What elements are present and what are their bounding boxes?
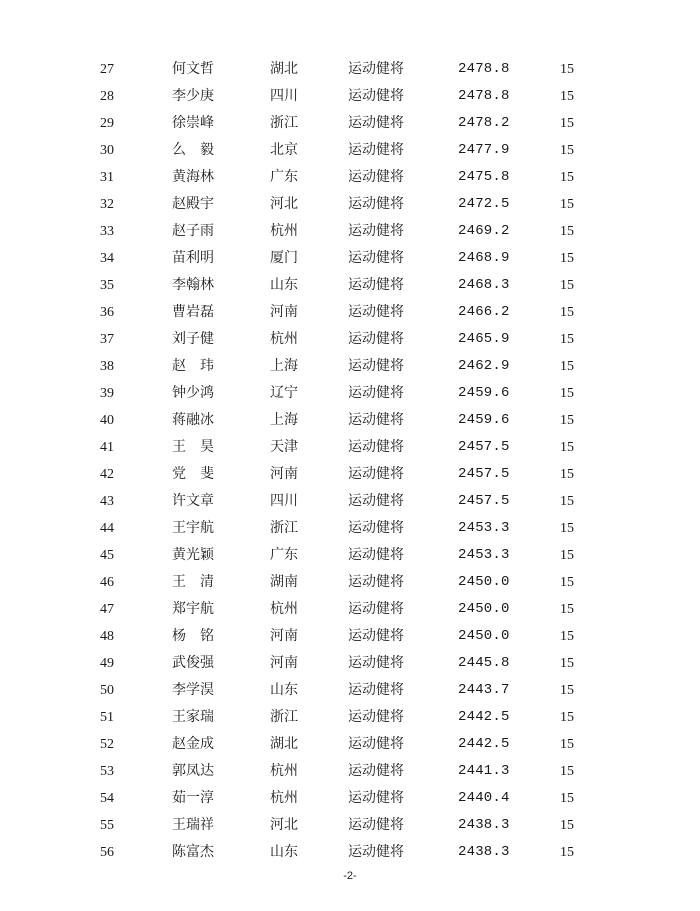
title-cell: 运动健将 xyxy=(348,655,404,671)
count-cell: 15 xyxy=(560,764,574,779)
score-cell: 2438.3 xyxy=(458,844,510,860)
score-cell: 2442.5 xyxy=(458,736,510,752)
score-cell: 2450.0 xyxy=(458,601,510,617)
count-cell: 15 xyxy=(560,413,574,428)
region-cell: 上海 xyxy=(270,358,298,374)
title-cell: 运动健将 xyxy=(348,169,404,185)
region-cell: 北京 xyxy=(270,142,298,158)
table-row xyxy=(100,785,600,812)
name-cell: 郑宇航 xyxy=(172,601,214,617)
rank-cell: 46 xyxy=(100,575,114,590)
name-cell: 钟少鸿 xyxy=(172,385,214,401)
title-cell: 运动健将 xyxy=(348,250,404,266)
region-cell: 四川 xyxy=(270,88,298,104)
title-cell: 运动健将 xyxy=(348,574,404,590)
rank-cell: 47 xyxy=(100,602,114,617)
name-cell: 许文章 xyxy=(172,493,214,509)
score-cell: 2457.5 xyxy=(458,493,510,509)
table-row xyxy=(100,488,600,515)
region-cell: 湖南 xyxy=(270,574,298,590)
title-cell: 运动健将 xyxy=(348,304,404,320)
region-cell: 辽宁 xyxy=(270,385,298,401)
rank-cell: 34 xyxy=(100,251,114,266)
score-cell: 2443.7 xyxy=(458,682,510,698)
table-row xyxy=(100,731,600,758)
count-cell: 15 xyxy=(560,845,574,860)
count-cell: 15 xyxy=(560,89,574,104)
title-cell: 运动健将 xyxy=(348,547,404,563)
title-cell: 运动健将 xyxy=(348,115,404,131)
score-cell: 2450.0 xyxy=(458,628,510,644)
title-cell: 运动健将 xyxy=(348,277,404,293)
count-cell: 15 xyxy=(560,143,574,158)
title-cell: 运动健将 xyxy=(348,601,404,617)
ranking-table-body xyxy=(100,56,600,866)
title-cell: 运动健将 xyxy=(348,466,404,482)
table-row xyxy=(100,839,600,866)
name-cell: 苗利明 xyxy=(172,250,214,266)
score-cell: 2472.5 xyxy=(458,196,510,212)
name-cell: 王 清 xyxy=(172,574,214,590)
count-cell: 15 xyxy=(560,602,574,617)
rank-cell: 54 xyxy=(100,791,114,806)
name-cell: 王瑞祥 xyxy=(172,817,214,833)
score-cell: 2459.6 xyxy=(458,385,510,401)
table-row xyxy=(100,164,600,191)
region-cell: 杭州 xyxy=(270,763,298,779)
region-cell: 山东 xyxy=(270,682,298,698)
count-cell: 15 xyxy=(560,62,574,77)
name-cell: 么 毅 xyxy=(172,142,214,158)
count-cell: 15 xyxy=(560,359,574,374)
name-cell: 蒋融冰 xyxy=(172,412,214,428)
rank-cell: 27 xyxy=(100,62,114,77)
rank-cell: 42 xyxy=(100,467,114,482)
name-cell: 曹岩磊 xyxy=(172,304,214,320)
rank-cell: 29 xyxy=(100,116,114,131)
table-row xyxy=(100,191,600,218)
name-cell: 王宇航 xyxy=(172,520,214,536)
name-cell: 杨 铭 xyxy=(172,628,214,644)
name-cell: 武俊强 xyxy=(172,655,214,671)
score-cell: 2453.3 xyxy=(458,547,510,563)
count-cell: 15 xyxy=(560,521,574,536)
name-cell: 赵 玮 xyxy=(172,358,214,374)
table-row xyxy=(100,110,600,137)
title-cell: 运动健将 xyxy=(348,358,404,374)
rank-cell: 40 xyxy=(100,413,114,428)
score-cell: 2478.8 xyxy=(458,88,510,104)
score-cell: 2478.2 xyxy=(458,115,510,131)
table-row xyxy=(100,56,600,83)
region-cell: 浙江 xyxy=(270,520,298,536)
table-row xyxy=(100,569,600,596)
title-cell: 运动健将 xyxy=(348,412,404,428)
title-cell: 运动健将 xyxy=(348,61,404,77)
score-cell: 2453.3 xyxy=(458,520,510,536)
table-row xyxy=(100,218,600,245)
count-cell: 15 xyxy=(560,386,574,401)
score-cell: 2475.8 xyxy=(458,169,510,185)
count-cell: 15 xyxy=(560,251,574,266)
rank-cell: 32 xyxy=(100,197,114,212)
count-cell: 15 xyxy=(560,440,574,455)
rank-cell: 36 xyxy=(100,305,114,320)
rank-cell: 56 xyxy=(100,845,114,860)
table-row xyxy=(100,137,600,164)
count-cell: 15 xyxy=(560,629,574,644)
count-cell: 15 xyxy=(560,305,574,320)
region-cell: 浙江 xyxy=(270,709,298,725)
title-cell: 运动健将 xyxy=(348,439,404,455)
count-cell: 15 xyxy=(560,737,574,752)
name-cell: 党 斐 xyxy=(172,466,214,482)
region-cell: 天津 xyxy=(270,439,298,455)
count-cell: 15 xyxy=(560,467,574,482)
table-row xyxy=(100,650,600,677)
score-cell: 2468.9 xyxy=(458,250,510,266)
name-cell: 王家瑞 xyxy=(172,709,214,725)
rank-cell: 31 xyxy=(100,170,114,185)
score-cell: 2450.0 xyxy=(458,574,510,590)
title-cell: 运动健将 xyxy=(348,736,404,752)
region-cell: 湖北 xyxy=(270,736,298,752)
region-cell: 厦门 xyxy=(270,250,298,266)
score-cell: 2466.2 xyxy=(458,304,510,320)
table-row xyxy=(100,461,600,488)
region-cell: 河南 xyxy=(270,466,298,482)
rank-cell: 52 xyxy=(100,737,114,752)
score-cell: 2468.3 xyxy=(458,277,510,293)
count-cell: 15 xyxy=(560,548,574,563)
count-cell: 15 xyxy=(560,656,574,671)
count-cell: 15 xyxy=(560,197,574,212)
name-cell: 郭凤达 xyxy=(172,763,214,779)
title-cell: 运动健将 xyxy=(348,331,404,347)
score-cell: 2441.3 xyxy=(458,763,510,779)
count-cell: 15 xyxy=(560,116,574,131)
rank-cell: 55 xyxy=(100,818,114,833)
count-cell: 15 xyxy=(560,494,574,509)
title-cell: 运动健将 xyxy=(348,520,404,536)
region-cell: 山东 xyxy=(270,277,298,293)
count-cell: 15 xyxy=(560,278,574,293)
page-number: -2- xyxy=(343,870,357,882)
region-cell: 河南 xyxy=(270,304,298,320)
score-cell: 2438.3 xyxy=(458,817,510,833)
score-cell: 2459.6 xyxy=(458,412,510,428)
title-cell: 运动健将 xyxy=(348,817,404,833)
name-cell: 赵子雨 xyxy=(172,223,214,239)
table-row xyxy=(100,812,600,839)
rank-cell: 48 xyxy=(100,629,114,644)
count-cell: 15 xyxy=(560,332,574,347)
region-cell: 河北 xyxy=(270,196,298,212)
title-cell: 运动健将 xyxy=(348,385,404,401)
rank-cell: 44 xyxy=(100,521,114,536)
rank-cell: 39 xyxy=(100,386,114,401)
region-cell: 杭州 xyxy=(270,331,298,347)
score-cell: 2462.9 xyxy=(458,358,510,374)
rank-cell: 45 xyxy=(100,548,114,563)
name-cell: 徐崇峰 xyxy=(172,115,214,131)
title-cell: 运动健将 xyxy=(348,682,404,698)
region-cell: 四川 xyxy=(270,493,298,509)
score-cell: 2440.4 xyxy=(458,790,510,806)
title-cell: 运动健将 xyxy=(348,223,404,239)
region-cell: 河南 xyxy=(270,628,298,644)
region-cell: 广东 xyxy=(270,547,298,563)
rank-cell: 53 xyxy=(100,764,114,779)
region-cell: 山东 xyxy=(270,844,298,860)
table-row xyxy=(100,623,600,650)
score-cell: 2477.9 xyxy=(458,142,510,158)
name-cell: 赵殿宇 xyxy=(172,196,214,212)
region-cell: 广东 xyxy=(270,169,298,185)
rank-cell: 50 xyxy=(100,683,114,698)
table-row xyxy=(100,758,600,785)
region-cell: 浙江 xyxy=(270,115,298,131)
name-cell: 刘子健 xyxy=(172,331,214,347)
rank-cell: 28 xyxy=(100,89,114,104)
table-row xyxy=(100,704,600,731)
count-cell: 15 xyxy=(560,575,574,590)
title-cell: 运动健将 xyxy=(348,142,404,158)
score-cell: 2469.2 xyxy=(458,223,510,239)
table-row xyxy=(100,245,600,272)
name-cell: 李翰林 xyxy=(172,277,214,293)
rank-cell: 30 xyxy=(100,143,114,158)
title-cell: 运动健将 xyxy=(348,709,404,725)
name-cell: 茹一淳 xyxy=(172,790,214,806)
region-cell: 河北 xyxy=(270,817,298,833)
score-cell: 2457.5 xyxy=(458,466,510,482)
name-cell: 李学淏 xyxy=(172,682,214,698)
title-cell: 运动健将 xyxy=(348,196,404,212)
score-cell: 2442.5 xyxy=(458,709,510,725)
table-row xyxy=(100,434,600,461)
count-cell: 15 xyxy=(560,710,574,725)
rank-cell: 51 xyxy=(100,710,114,725)
table-row xyxy=(100,542,600,569)
table-row xyxy=(100,596,600,623)
table-row xyxy=(100,407,600,434)
table-row xyxy=(100,83,600,110)
table-row xyxy=(100,353,600,380)
rank-cell: 33 xyxy=(100,224,114,239)
score-cell: 2457.5 xyxy=(458,439,510,455)
table-row xyxy=(100,272,600,299)
count-cell: 15 xyxy=(560,791,574,806)
ranking-table xyxy=(100,56,600,866)
region-cell: 杭州 xyxy=(270,790,298,806)
score-cell: 2478.8 xyxy=(458,61,510,77)
title-cell: 运动健将 xyxy=(348,628,404,644)
rank-cell: 49 xyxy=(100,656,114,671)
table-row xyxy=(100,326,600,353)
title-cell: 运动健将 xyxy=(348,844,404,860)
table-row xyxy=(100,380,600,407)
table-row xyxy=(100,677,600,704)
count-cell: 15 xyxy=(560,818,574,833)
name-cell: 黄光颖 xyxy=(172,547,214,563)
count-cell: 15 xyxy=(560,224,574,239)
rank-cell: 38 xyxy=(100,359,114,374)
rank-cell: 37 xyxy=(100,332,114,347)
table-row xyxy=(100,299,600,326)
name-cell: 黄海林 xyxy=(172,169,214,185)
name-cell: 何文哲 xyxy=(172,61,214,77)
region-cell: 河南 xyxy=(270,655,298,671)
name-cell: 王 昊 xyxy=(172,439,214,455)
rank-cell: 43 xyxy=(100,494,114,509)
title-cell: 运动健将 xyxy=(348,790,404,806)
region-cell: 上海 xyxy=(270,412,298,428)
region-cell: 湖北 xyxy=(270,61,298,77)
name-cell: 李少庚 xyxy=(172,88,214,104)
score-cell: 2465.9 xyxy=(458,331,510,347)
name-cell: 陈富杰 xyxy=(172,844,214,860)
rank-cell: 41 xyxy=(100,440,114,455)
region-cell: 杭州 xyxy=(270,223,298,239)
table-row xyxy=(100,515,600,542)
name-cell: 赵金成 xyxy=(172,736,214,752)
region-cell: 杭州 xyxy=(270,601,298,617)
score-cell: 2445.8 xyxy=(458,655,510,671)
title-cell: 运动健将 xyxy=(348,88,404,104)
title-cell: 运动健将 xyxy=(348,763,404,779)
title-cell: 运动健将 xyxy=(348,493,404,509)
count-cell: 15 xyxy=(560,170,574,185)
count-cell: 15 xyxy=(560,683,574,698)
rank-cell: 35 xyxy=(100,278,114,293)
